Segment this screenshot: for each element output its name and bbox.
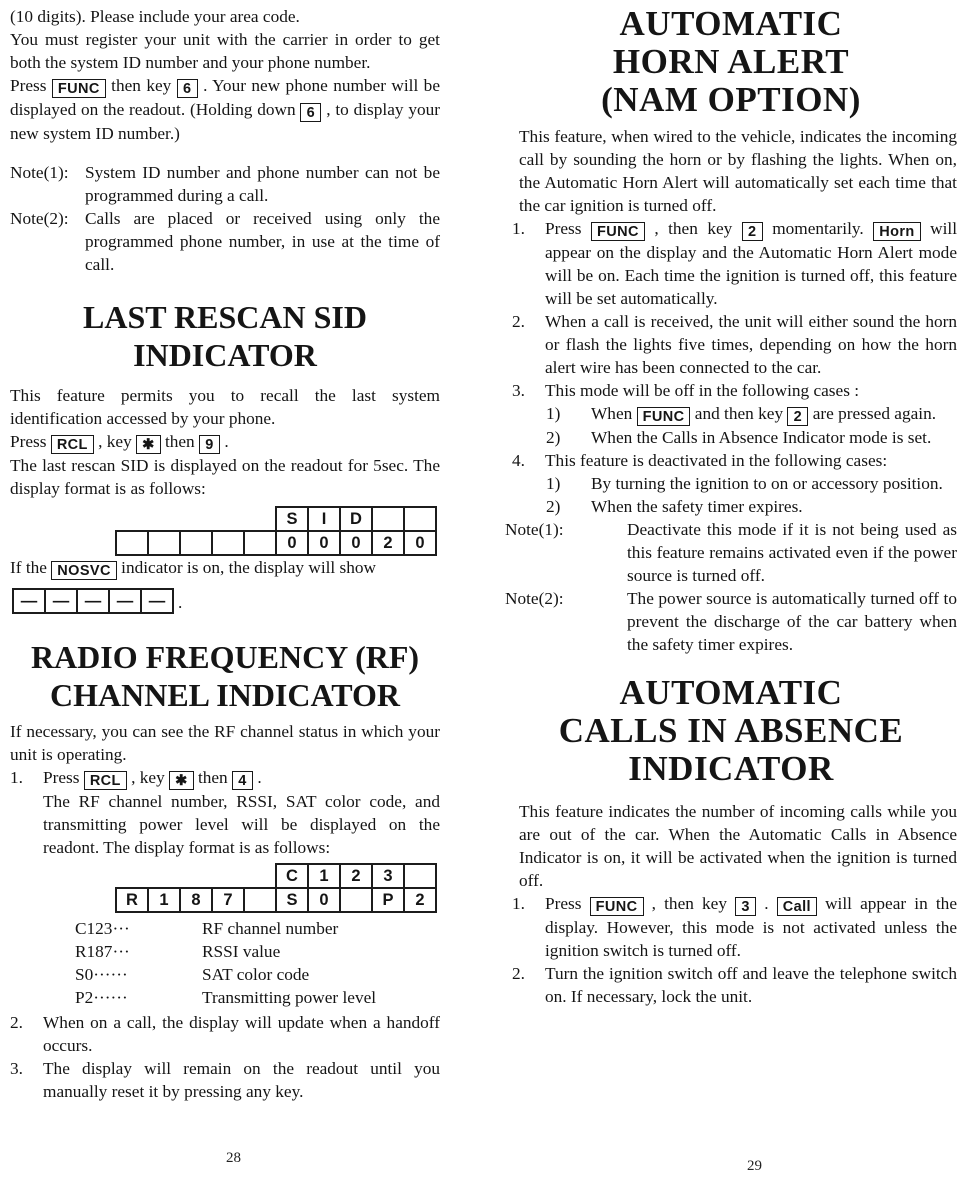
- sub-item-horn-3-2: [546, 426, 957, 449]
- note-label: Note(1):: [505, 520, 564, 539]
- key-6: 6: [300, 103, 321, 122]
- notes-block: [10, 161, 440, 276]
- key-9: 9: [199, 435, 220, 454]
- note-1: [10, 161, 440, 207]
- heading-line: HORN ALERT: [612, 42, 850, 81]
- display-cell: [243, 530, 277, 556]
- note-text: The power source is automatically turned off to prevent the discharge of the car battery when the safety timer expires.: [627, 589, 957, 654]
- list-item-horn-3: [512, 379, 957, 402]
- display-cell: 3: [371, 863, 405, 889]
- display-cell: I: [307, 506, 341, 532]
- heading-line: AUTOMATIC: [619, 4, 843, 43]
- heading-rf-channel-indicator: [10, 638, 440, 714]
- display-cell: P: [371, 887, 405, 913]
- legend-desc: RF channel number: [202, 919, 339, 938]
- heading-line: RADIO FREQUENCY (RF): [30, 639, 420, 675]
- sub-item-number: 2): [546, 497, 561, 516]
- key-func: FUNC: [591, 222, 645, 241]
- sid-display-diagram: [115, 506, 440, 556]
- star-key: ✱: [169, 771, 194, 790]
- display-cell: C: [275, 863, 309, 889]
- list-item-number: 3.: [10, 1059, 23, 1078]
- list-item-horn-4: [512, 449, 957, 472]
- display-cell: —: [76, 588, 110, 614]
- key-func: FUNC: [52, 79, 106, 98]
- display-cell: [403, 506, 437, 532]
- paragraph-area-code: (10 digits). Please include your area code.: [10, 7, 300, 26]
- key-func: FUNC: [637, 407, 691, 426]
- list-item-number: 4.: [512, 451, 525, 470]
- display-cell: 2: [371, 530, 405, 556]
- list-item-number: 3.: [512, 381, 525, 400]
- heading-line: CALLS IN ABSENCE: [558, 711, 904, 750]
- legend-row: [10, 963, 440, 986]
- list-item-number: 1.: [10, 768, 23, 787]
- display-row: [12, 588, 172, 614]
- display-cell: 0: [275, 530, 309, 556]
- list-item-number: 1.: [512, 894, 525, 913]
- list-item-text: Press FUNC , then key 3 . Call will appear in the display. However, this mode is not activated unless the ignition switch is turned off.: [545, 894, 957, 960]
- sub-item-horn-4-2: [546, 495, 957, 518]
- display-cell: S: [275, 887, 309, 913]
- key-rcl: RCL: [51, 435, 94, 454]
- heading-line: (NAM OPTION): [601, 80, 861, 119]
- legend-code: C123···: [75, 919, 130, 938]
- list-item-number: 2.: [512, 964, 525, 983]
- note-label: Note(2):: [10, 209, 69, 228]
- sub-item-number: 1): [546, 404, 561, 423]
- key-rcl: RCL: [84, 771, 127, 790]
- note-text: System ID number and phone number can not be programmed during a call.: [85, 163, 440, 205]
- display-cell: —: [108, 588, 142, 614]
- display-cell: [371, 506, 405, 532]
- sub-item-number: 2): [546, 428, 561, 447]
- heading-automatic-horn-alert: [505, 5, 957, 119]
- list-item-text: When on a call, the display will update when a handoff occurs.: [43, 1013, 440, 1055]
- list-item-body: [43, 766, 440, 859]
- paragraph-sid-shown: The last rescan SID is displayed on the readout for 5sec. The display format is as follows:: [10, 456, 440, 498]
- heading-line: LAST RESCAN SID: [83, 299, 367, 335]
- note-label: Note(1):: [10, 163, 69, 182]
- list-item-rf-2: [10, 1011, 440, 1057]
- note-text: Deactivate this mode if it is not being used as this feature remains activated even if the power source is turned off.: [627, 520, 957, 585]
- page-column-right: [505, 5, 957, 1008]
- page-column-left: [10, 5, 440, 1103]
- display-row: [115, 887, 440, 913]
- sub-item-text: When FUNC and then key 2 are pressed again.: [591, 404, 937, 425]
- legend-code: P2······: [75, 988, 128, 1007]
- nosvc-display-line: [10, 588, 440, 614]
- display-cell: [211, 530, 245, 556]
- paragraph-nosvc: If the NOSVC indicator is on, the display will show: [10, 558, 377, 579]
- paragraph-program-number: Press FUNC then key 6 . Your new phone number will be displayed on the readout. (Holding down 6 , to display your new system ID number.): [10, 76, 440, 143]
- period-text: .: [178, 593, 183, 612]
- list-item-text: When a call is received, the unit will either sound the horn or flash the lights five times, depending on how the horn alert wire has been connected to the car.: [545, 312, 957, 377]
- legend-code: S0······: [75, 965, 128, 984]
- display-cell: —: [140, 588, 174, 614]
- list-item-text: This mode will be off in the following cases :: [545, 381, 860, 400]
- sub-item-text: By turning the ignition to on or accessory position.: [591, 474, 943, 493]
- list-item-number: 1.: [512, 219, 525, 238]
- page-number-left: 28: [226, 1150, 241, 1166]
- legend-desc: RSSI value: [202, 942, 281, 961]
- display-cell: [179, 530, 213, 556]
- display-cell: —: [44, 588, 78, 614]
- display-cell: S: [275, 506, 309, 532]
- list-item-rf-3: [10, 1057, 440, 1103]
- key-3: 3: [735, 897, 756, 916]
- paragraph-press-rcl-star-9: Press RCL , key ✱ then 9 .: [10, 432, 229, 453]
- display-cell: —: [12, 588, 46, 614]
- heading-line: AUTOMATIC: [619, 673, 843, 712]
- list-item-calls-2: [512, 962, 957, 1008]
- display-row: [115, 530, 440, 556]
- list-item-rf-1: [10, 766, 440, 859]
- paragraph-calls-intro: This feature indicates the number of incoming calls while you are out of the car. When the Automatic Calls in Absence Indicator is on, it will be activated when the ignition is turned off.: [519, 802, 957, 890]
- rf-display-diagram: [115, 863, 440, 913]
- display-cell: 0: [403, 530, 437, 556]
- heading-line: INDICATOR: [133, 337, 317, 373]
- page-number-right: 29: [747, 1158, 762, 1174]
- display-cell: 0: [307, 887, 341, 913]
- paragraph-rf-intro: If necessary, you can see the RF channel status in which your unit is operating.: [10, 722, 440, 764]
- paragraph-press-rcl-star-4: Press RCL , key ✱ then 4 .: [43, 768, 262, 789]
- key-4: 4: [232, 771, 253, 790]
- display-cell: 0: [307, 530, 341, 556]
- list-item-text: Press FUNC , then key 2 momentarily. Horn will appear on the display and the Automatic Horn Alert mode will be on. Each time the ignition is turned off, this feature will be set automatically.: [545, 219, 957, 308]
- list-item-number: 2.: [512, 312, 525, 331]
- rf-legend: [10, 917, 440, 1009]
- legend-desc: SAT color code: [202, 965, 310, 984]
- display-cell: R: [115, 887, 149, 913]
- heading-automatic-calls-in-absence: [505, 674, 957, 788]
- heading-line: INDICATOR: [628, 749, 834, 788]
- heading-line: CHANNEL INDICATOR: [50, 677, 400, 713]
- sub-item-horn-3-1: [546, 402, 957, 426]
- sub-item-text: When the Calls in Absence Indicator mode is set.: [591, 428, 932, 447]
- call-indicator: Call: [777, 897, 817, 916]
- note-2: [505, 587, 957, 656]
- display-cell: 1: [307, 863, 341, 889]
- list-item-text: This feature is deactivated in the following cases:: [545, 451, 888, 470]
- note-1: [505, 518, 957, 587]
- key-2: 2: [742, 222, 763, 241]
- list-item-horn-2: [512, 310, 957, 379]
- display-cell: [115, 530, 149, 556]
- note-label: Note(2):: [505, 589, 564, 608]
- display-cell: 2: [339, 863, 373, 889]
- key-func: FUNC: [590, 897, 644, 916]
- display-cell: 0: [339, 530, 373, 556]
- paragraph-recall: This feature permits you to recall the last system identification accessed by your phone.: [10, 386, 440, 428]
- paragraph-register: You must register your unit with the carrier in order to get both the system ID number and your phone number.: [10, 30, 440, 72]
- horn-indicator: Horn: [873, 222, 920, 241]
- display-row: [275, 506, 440, 532]
- display-cell: 1: [147, 887, 181, 913]
- list-item-horn-1: [512, 217, 957, 310]
- note-2: [10, 207, 440, 276]
- display-cell: [147, 530, 181, 556]
- legend-row: [10, 940, 440, 963]
- nosvc-display-diagram: [12, 588, 172, 614]
- nosvc-indicator: NOSVC: [51, 561, 117, 580]
- legend-row: [10, 986, 440, 1009]
- note-text: Calls are placed or received using only the programmed phone number, in use at the time of call.: [85, 209, 440, 274]
- list-item-text: The display will remain on the readout until you manually reset it by pressing any key.: [43, 1059, 440, 1101]
- sub-item-horn-4-1: [546, 472, 957, 495]
- list-item-calls-1: [512, 892, 957, 962]
- key-6: 6: [177, 79, 198, 98]
- sub-item-text: When the safety timer expires.: [591, 497, 803, 516]
- legend-code: R187···: [75, 942, 130, 961]
- display-cell: 2: [403, 887, 437, 913]
- display-row: [275, 863, 440, 889]
- star-key: ✱: [136, 435, 161, 454]
- display-cell: [403, 863, 437, 889]
- legend-desc: Transmitting power level: [202, 988, 377, 1007]
- display-cell: 8: [179, 887, 213, 913]
- display-cell: 7: [211, 887, 245, 913]
- paragraph-horn-intro: This feature, when wired to the vehicle, indicates the incoming call by sounding the horn or by flashing the lights. When on, the Automatic Horn Alert will automatically set each time that the car ignition is turned off.: [519, 127, 957, 215]
- display-cell: [339, 887, 373, 913]
- display-cell: D: [339, 506, 373, 532]
- list-item-text: Turn the ignition switch off and leave the telephone switch on. If necessary, lock the unit.: [545, 964, 957, 1006]
- key-2: 2: [787, 407, 808, 426]
- legend-row: [10, 917, 440, 940]
- display-cell: [243, 887, 277, 913]
- sub-item-number: 1): [546, 474, 561, 493]
- paragraph-rf-detail: The RF channel number, RSSI, SAT color code, and transmitting power level will be displayed on the readont. The display format is as follows:: [43, 792, 440, 857]
- heading-last-rescan-sid-indicator: [10, 298, 440, 374]
- list-item-number: 2.: [10, 1013, 23, 1032]
